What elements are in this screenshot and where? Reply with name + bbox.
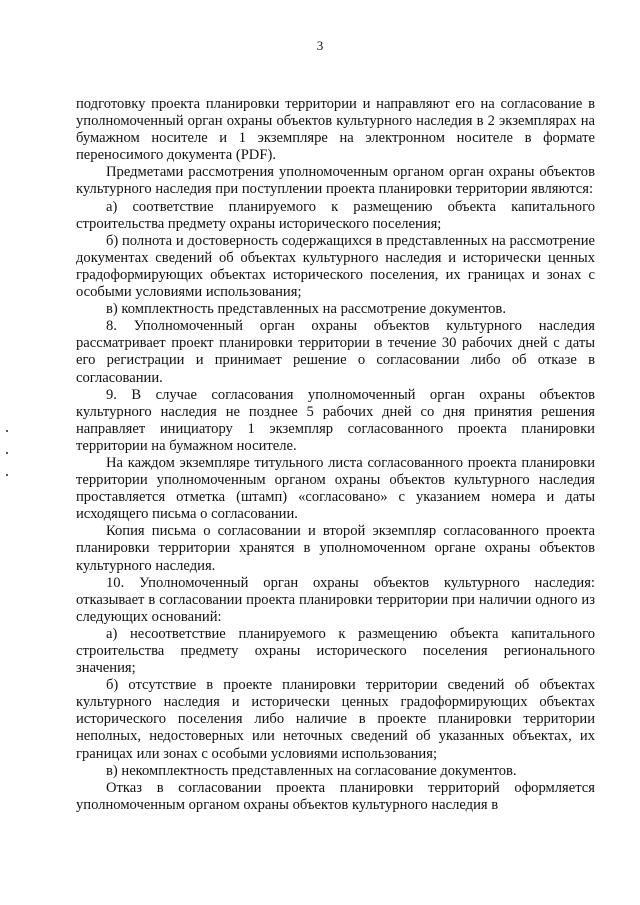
scan-speck bbox=[6, 430, 8, 432]
scan-speck bbox=[6, 452, 8, 454]
paragraph-subjects-intro: Предметами рассмотрения уполномоченным органом орган охраны объектов культурного наследия при поступлении проекта планировки территории являются: bbox=[76, 164, 595, 198]
paragraph-clause-9: 9. В случае согласования уполномоченный орган охраны объектов культурного наследия не позднее 5 рабочих дней со дня принятия решения направляет инициатору 1 экземпляр согласованного проекта планировки территории на бумажном носителе. bbox=[76, 386, 595, 454]
scan-speck bbox=[6, 474, 8, 476]
paragraph-clause-10: 10. Уполномоченный орган охраны объектов культурного наследия: отказывает в согласовании проекта планировки территории при наличии одного из следующих оснований: bbox=[76, 574, 595, 625]
paragraph-refusal-a: а) несоответствие планируемого к размещению объекта капитального строительства предмету охраны исторического поселения регионального значения; bbox=[76, 625, 595, 677]
paragraph-item-b: б) полнота и достоверность содержащихся в представленных на рассмотрение документах сведений об объектах культурного наследия и исторически ценных градоформирующих объектах исторического поселения, их границах и зонах с особыми условиями использования; bbox=[76, 232, 595, 301]
paragraph-copy-storage: Копия письма о согласовании и второй экземпляр согласованного проекта планировки территории хранятся в уполномоченном органе охраны объектов культурного наследия. bbox=[76, 523, 595, 574]
paragraph-clause-8: 8. Уполномоченный орган охраны объектов культурного наследия рассматривает проект планировки территории в течение 30 рабочих дней с даты его регистрации и принимает решение о согласовании либо об отказе в согласовании. bbox=[76, 318, 595, 386]
page-number: 3 bbox=[316, 38, 324, 53]
paragraph-refusal-c: в) некомплектность представленных на согласование документов. bbox=[106, 762, 517, 779]
paragraph-refusal-b: б) отсутствие в проекте планировки территории сведений об объектах культурного наследия и исторически ценных градоформирующих объектах исторического поселения либо наличие в проекте планировки территории неполных, недостоверных или неточных сведений об указанных объектах, их границах или зонах с особыми условиями использования; bbox=[76, 677, 595, 762]
paragraph-refusal-format: Отказ в согласовании проекта планировки территорий оформляется уполномоченным органом охраны объектов культурного наследия в bbox=[76, 779, 595, 813]
paragraph-item-c: в) комплектность представленных на рассмотрение документов. bbox=[106, 301, 506, 318]
paragraph-stamp: На каждом экземпляре титульного листа согласованного проекта планировки территории уполномоченным органом охраны объектов культурного наследия проставляется отметка (штамп) «согласовано» с указанием номера и даты исходящего письма о согласовании. bbox=[76, 454, 595, 523]
document-body bbox=[76, 96, 595, 814]
paragraph-continuation: подготовку проекта планировки территории и направляют его на согласование в уполномоченный орган охраны объектов культурного наследия в 2 экземплярах на бумажном носителе и 1 экземпляре на электронном носителе в формате переносимого документа (PDF). bbox=[76, 96, 595, 164]
paragraph-item-a: а) соответствие планируемого к размещению объекта капитального строительства предмету охраны исторического поселения; bbox=[76, 198, 595, 232]
